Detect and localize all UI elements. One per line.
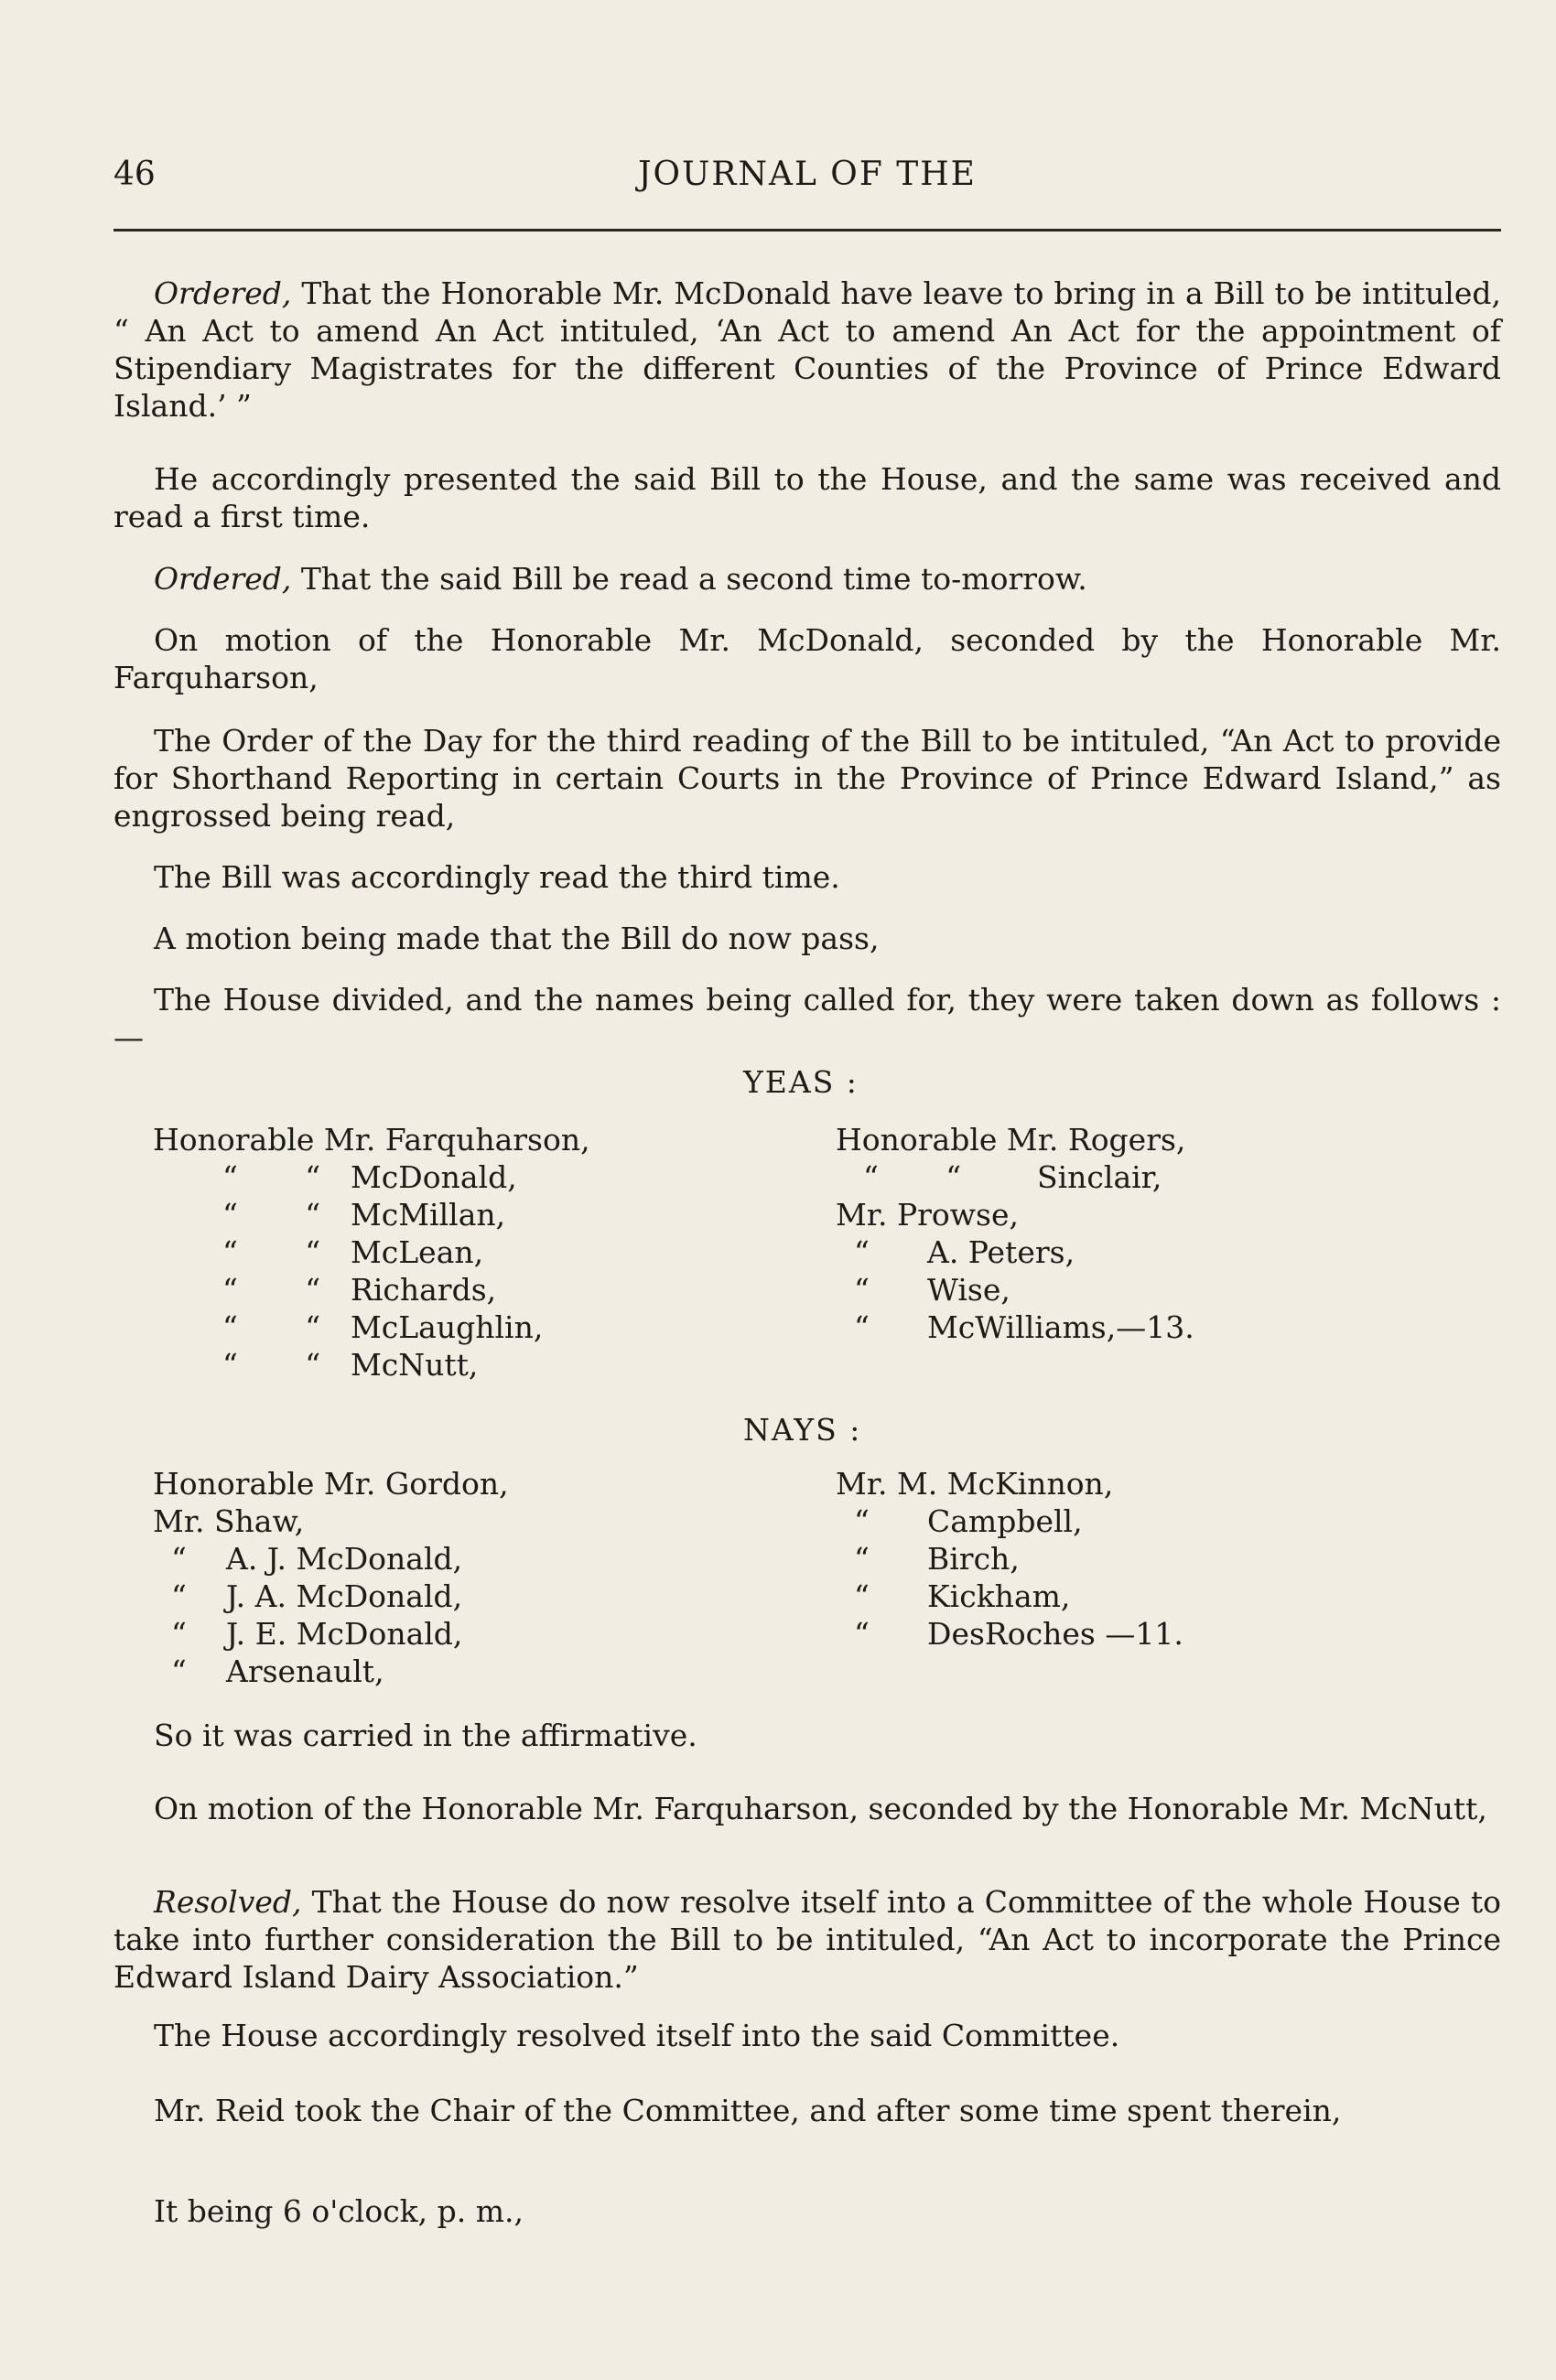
paragraph-text: A motion being made that the Bill do now pass, — [154, 921, 880, 956]
paragraph-ordered-leave — [113, 275, 1501, 425]
paragraph-motion-committee — [113, 1790, 1501, 1827]
vote-entry: “ “ McMillan, — [222, 1197, 506, 1233]
paragraph-text: The Order of the Day for the third reading of the Bill to be intituled, “An Act to provide for Shorthand Reporting in certain Courts in the Province of Prince Edward Island,” as engrossed being read, — [113, 723, 1501, 834]
nays-right-column — [836, 1465, 1183, 1653]
paragraph-text: So it was carried in the affirmative. — [154, 1718, 697, 1753]
paragraph-carried — [113, 1717, 1501, 1754]
vote-entry: Honorable Mr. Rogers, — [836, 1122, 1186, 1158]
paragraph-motion — [113, 621, 1501, 696]
vote-entry: “ Campbell, — [854, 1503, 1083, 1539]
vote-entry: “ J. A. McDonald, — [171, 1578, 463, 1614]
vote-entry: Honorable Mr. Farquharson, — [153, 1122, 590, 1158]
vote-entry: Mr. M. McKinnon, — [836, 1466, 1114, 1502]
vote-entry: Mr. Prowse, — [836, 1197, 1019, 1233]
vote-entry: “ J. E. McDonald, — [171, 1616, 463, 1652]
paragraph-ordered-second-reading — [113, 560, 1501, 598]
running-title: JOURNAL OF THE — [638, 156, 977, 193]
vote-entry: “ A. Peters, — [854, 1234, 1075, 1270]
paragraph-chair — [113, 2092, 1501, 2129]
paragraph-text: The House divided, and the names being called for, they were taken down as follows : — — [113, 982, 1501, 1055]
header-rule — [113, 229, 1501, 232]
paragraph-text: That the Honorable Mr. McDonald have leave to bring in a Bill to be intituled, “ An Act to amend An Act intituled, ‘An Act to amend An Act for the appointment of Stipendiary Magistrates for the different Counties of the Province of Prince Edward Island.’ ” — [113, 275, 1501, 424]
yeas-left-column — [153, 1121, 590, 1384]
vote-entry: “ Kickham, — [854, 1578, 1071, 1614]
nays-heading: NAYS : — [743, 1412, 862, 1448]
paragraph-text: That the House do now resolve itself into a Committee of the whole House to take into further consideration the Bill to be intituled, “An Act to incorporate the Prince Edward Island Dairy Association.” — [113, 1884, 1501, 1995]
paragraph-lead: Ordered, — [154, 561, 292, 597]
paragraph-text: The House accordingly resolved itself into the said Committee. — [154, 2018, 1120, 2053]
vote-entry: “ “ McLean, — [222, 1234, 484, 1270]
paragraph-text: Mr. Reid took the Chair of the Committee, and after some time spent therein, — [154, 2093, 1342, 2128]
paragraph-third-reading — [113, 858, 1501, 896]
paragraph-text: The Bill was accordingly read the third time. — [154, 859, 840, 895]
paragraph-text: It being 6 o'clock, p. m., — [154, 2193, 524, 2229]
vote-entry: Honorable Mr. Gordon, — [153, 1466, 509, 1502]
vote-entry: “ “ Sinclair, — [863, 1159, 1162, 1195]
vote-entry: “ Arsenault, — [171, 1653, 384, 1689]
paragraph-house-divided — [113, 981, 1501, 1056]
page-header — [113, 156, 1501, 210]
paragraph-lead: Ordered, — [154, 275, 292, 311]
paragraph-order-of-day — [113, 722, 1501, 835]
vote-entry: “ DesRoches —11. — [854, 1616, 1183, 1652]
vote-entry: “ “ Richards, — [222, 1272, 497, 1308]
paragraph-text: He accordingly presented the said Bill to the House, and the same was received and read a first time. — [113, 461, 1501, 534]
paragraph-text: On motion of the Honorable Mr. Farquharson, seconded by the Honorable Mr. McNutt, — [154, 1791, 1487, 1826]
vote-entry: “ Birch, — [854, 1541, 1020, 1577]
vote-entry: “ Wise, — [854, 1272, 1010, 1308]
yeas-right-column — [836, 1121, 1194, 1346]
paragraph-lead: Resolved, — [154, 1884, 302, 1920]
paragraph-text: That the said Bill be read a second time to-morrow. — [291, 561, 1087, 597]
vote-entry: “ “ McLaughlin, — [222, 1309, 544, 1345]
page-number: 46 — [113, 156, 156, 193]
paragraph-text: On motion of the Honorable Mr. McDonald, seconded by the Honorable Mr. Farquharson, — [113, 622, 1501, 695]
vote-entry: “ “ McDonald, — [222, 1159, 517, 1195]
vote-entry: Mr. Shaw, — [153, 1503, 305, 1539]
yeas-heading: YEAS : — [743, 1064, 859, 1100]
paragraph-six-oclock — [113, 2192, 1501, 2230]
vote-entry: “ McWilliams,—13. — [854, 1309, 1194, 1345]
nays-left-column — [153, 1465, 509, 1690]
paragraph-presented — [113, 460, 1501, 535]
vote-entry: “ A. J. McDonald, — [171, 1541, 463, 1577]
paragraph-resolved — [113, 1883, 1501, 1996]
paragraph-motion-pass — [113, 920, 1501, 957]
vote-entry: “ “ McNutt, — [222, 1347, 479, 1383]
paragraph-resolved-itself — [113, 2017, 1501, 2054]
